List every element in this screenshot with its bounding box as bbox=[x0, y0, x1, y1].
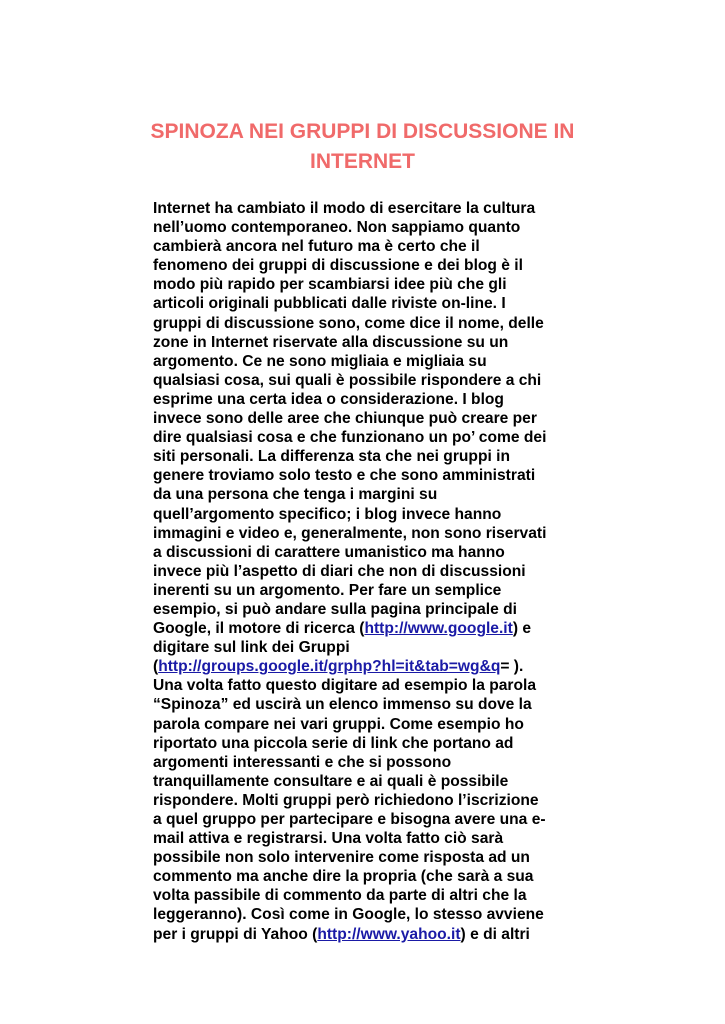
body-line: riportato una piccola serie di link che portano ad bbox=[153, 734, 514, 752]
body-line: rispondere. Molti gruppi però richiedono l’iscrizione bbox=[153, 791, 539, 809]
google-link[interactable]: http://www.google.it bbox=[364, 620, 513, 638]
body-line: commento ma anche dire la propria (che sarà a sua bbox=[153, 868, 534, 886]
body-line-yahoo: per i gruppi di Yahoo (http://www.yahoo.it) e di altri bbox=[153, 925, 530, 943]
google-groups-link[interactable]: http://groups.google.it/grphp?hl=it&tab=wg&q bbox=[158, 658, 501, 676]
body-line-groups: (http://groups.google.it/grphp?hl=it&tab=wg&q= ). bbox=[153, 658, 524, 676]
body-line: volta passibile di commento da parte di altri che la bbox=[153, 887, 527, 905]
body-line: a discussioni di carattere umanistico ma hanno bbox=[153, 543, 505, 561]
body-line: inerenti su un argomento. Per fare un semplice bbox=[153, 581, 502, 599]
body-line: immagini e video e, generalmente, non sono riservati bbox=[153, 524, 547, 542]
body-line: zone in Internet riservate alla discussione su un bbox=[153, 333, 509, 351]
body-line: esprime una certa idea o considerazione. I blog bbox=[153, 390, 504, 408]
body-line: fenomeno dei gruppi di discussione e dei blog è il bbox=[153, 257, 523, 275]
body-line: argomento. Ce ne sono migliaia e migliaia su bbox=[153, 352, 487, 370]
body-line: parola compare nei vari gruppi. Come esempio ho bbox=[153, 715, 524, 733]
body-line: tranquillamente consultare e ai quali è possibile bbox=[153, 772, 509, 790]
body-paragraph bbox=[153, 199, 573, 944]
body-line: Internet ha cambiato il modo di esercitare la cultura bbox=[153, 200, 536, 217]
body-line: siti personali. La differenza sta che nei gruppi in bbox=[153, 448, 510, 466]
body-line: digitare sul link dei Gruppi bbox=[153, 639, 350, 657]
body-line: genere troviamo solo testo e che sono amministrati bbox=[153, 467, 536, 485]
body-line: quell’argomento specifico; i blog invece hanno bbox=[153, 505, 502, 523]
body-line: a quel gruppo per partecipare e bisogna avere una e- bbox=[153, 811, 546, 828]
body-line: esempio, si può andare sulla pagina principale di bbox=[153, 600, 517, 618]
body-line: invece sono delle aree che chiunque può creare per bbox=[153, 410, 537, 428]
body-line-google: Google, il motore di ricerca (http://www.google.it) e bbox=[153, 620, 532, 638]
body-line: Una volta fatto questo digitare ad esempio la parola bbox=[153, 677, 536, 695]
body-line: articoli originali pubblicati dalle riviste on-line. I bbox=[153, 295, 506, 313]
body-line: mail attiva e registrarsi. Una volta fatto ciò sarà bbox=[153, 830, 504, 848]
yahoo-link[interactable]: http://www.yahoo.it bbox=[317, 925, 461, 943]
body-line: leggeranno). Così come in Google, lo stesso avviene bbox=[153, 906, 544, 924]
document-title bbox=[120, 117, 605, 177]
title-line-2: INTERNET bbox=[310, 150, 415, 173]
body-line: cambierà ancora nel futuro ma è certo che il bbox=[153, 238, 480, 256]
body-line: argomenti interessanti e che si possono bbox=[153, 753, 452, 771]
title-line-1: SPINOZA NEI GRUPPI DI DISCUSSIONE IN bbox=[150, 120, 575, 143]
body-line: possibile non solo intervenire come risposta ad un bbox=[153, 849, 530, 867]
body-line: da una persona che tenga i margini su bbox=[153, 486, 438, 504]
body-line: “Spinoza” ed uscirà un elenco immenso su dove la bbox=[153, 696, 532, 714]
body-line: modo più rapido per scambiarsi idee più che gli bbox=[153, 276, 507, 294]
body-line: nell’uomo contemporaneo. Non sappiamo quanto bbox=[153, 219, 521, 237]
body-line: invece più l’aspetto di diari che non di discussioni bbox=[153, 562, 526, 580]
body-line: gruppi di discussione sono, come dice il nome, delle bbox=[153, 314, 544, 332]
body-line: dire qualsiasi cosa e che funzionano un po’ come dei bbox=[153, 429, 547, 447]
body-line: qualsiasi cosa, sui quali è possibile rispondere a chi bbox=[153, 371, 542, 389]
